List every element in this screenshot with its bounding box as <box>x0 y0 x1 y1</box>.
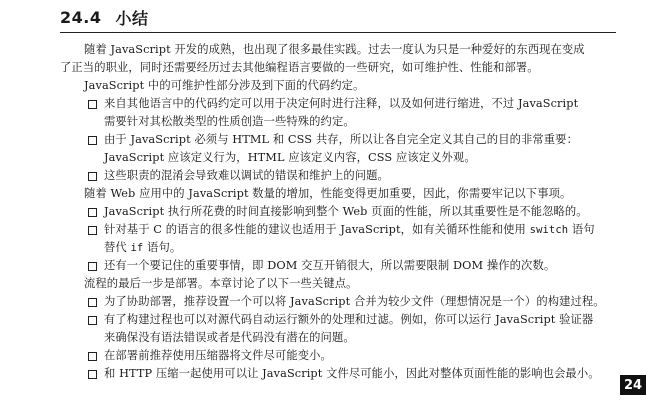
section-number: 24.4 <box>60 7 102 27</box>
list-item-text: 由于 JavaScript 必须与 HTML 和 CSS 共存，所以让各自完全定义其自己的目的非常重要： <box>104 133 578 146</box>
intro-line-1: 随着 JavaScript 开发的成熟，也出现了很多最佳实践。过去一度认为只是一种爱好的东西现在变成 <box>84 43 585 56</box>
heading-rule <box>60 32 616 33</box>
checkbox-bullet-icon <box>88 370 97 379</box>
list-item-text: 和 HTTP 压缩一起使用可以让 JavaScript 文件尽可能小，因此对整体页面性能的影响也会最小。 <box>104 367 600 380</box>
code-switch: switch <box>529 224 569 236</box>
list-item <box>104 95 578 113</box>
list-item-text: 还有一个要记住的重要事情，即 DOM 交互开销很大，所以需要限制 DOM 操作的次数。 <box>104 259 556 272</box>
intro-line-2: 了正当的职业，同时还需要经历过去其他编程语言要做的一些研究，如可维护性、性能和部署。 <box>60 61 539 74</box>
continuation-post: 语句。 <box>147 241 182 254</box>
list-item-text: 在部署前推荐使用压缩器将文件尽可能变小。 <box>104 349 332 362</box>
list-item-text: JavaScript 执行所花费的时间直接影响到整个 Web 页面的性能，所以其重要性是不能忽略的。 <box>104 205 588 218</box>
checkbox-bullet-icon <box>88 208 97 217</box>
list-item-text: 针对基于 C 的语言的很多性能的建议也适用于 JavaScript，如有关循环性能和使用 <box>104 223 526 236</box>
list-item <box>104 293 605 311</box>
continuation-pre: 替代 <box>104 241 127 254</box>
list-item <box>104 221 595 239</box>
list-item-text: 来自其他语言中的代码约定可以用于决定何时进行注释，以及如何进行缩进，不过 JavaScript <box>104 97 579 110</box>
list-item <box>104 257 555 275</box>
list-item-continuation: 需要针对其松散类型的性质创造一些特殊的约定。 <box>104 115 355 128</box>
page-number: 24 <box>620 375 646 395</box>
section-heading <box>60 4 149 30</box>
list-item-text: 有了构建过程也可以对源代码自动运行额外的处理和过滤。例如，你可以运行 JavaScript 验证器 <box>104 313 594 326</box>
list-item-text: 这些职责的混淆会导致难以调试的错误和维护上的问题。 <box>104 169 389 182</box>
list-item <box>104 311 593 329</box>
list-item-continuation: 来确保没有语法错误或者是代码没有潜在的问题。 <box>104 331 355 344</box>
checkbox-bullet-icon <box>88 226 97 235</box>
checkbox-bullet-icon <box>88 136 97 145</box>
list-item <box>104 365 600 383</box>
checkbox-bullet-icon <box>88 316 97 325</box>
maintainability-intro: JavaScript 中的可维护性部分涉及到下面的代码约定。 <box>84 79 365 92</box>
section-title: 小结 <box>115 8 149 28</box>
list-item <box>104 167 389 185</box>
checkbox-bullet-icon <box>88 262 97 271</box>
performance-intro: 随着 Web 应用中的 JavaScript 数量的增加，性能变得更加重要，因此，你需要牢记以下事项。 <box>84 187 572 200</box>
code-if: if <box>130 242 144 254</box>
list-item-text-end: 语句 <box>571 223 595 236</box>
list-item <box>104 131 578 149</box>
checkbox-bullet-icon <box>88 352 97 361</box>
list-item <box>104 203 588 221</box>
list-item <box>104 347 332 365</box>
checkbox-bullet-icon <box>88 172 97 181</box>
checkbox-bullet-icon <box>88 100 97 109</box>
checkbox-bullet-icon <box>88 298 97 307</box>
list-item-continuation: JavaScript 应该定义行为，HTML 应该定义内容，CSS 应该定义外观。 <box>104 151 476 164</box>
list-item-continuation <box>104 239 181 257</box>
list-item-text: 为了协助部署，推荐设置一个可以将 JavaScript 合并为较少文件（理想情况是一个）的构建过程。 <box>104 295 605 308</box>
deployment-intro: 流程的最后一步是部署。本章讨论了以下一些关键点。 <box>84 277 358 290</box>
